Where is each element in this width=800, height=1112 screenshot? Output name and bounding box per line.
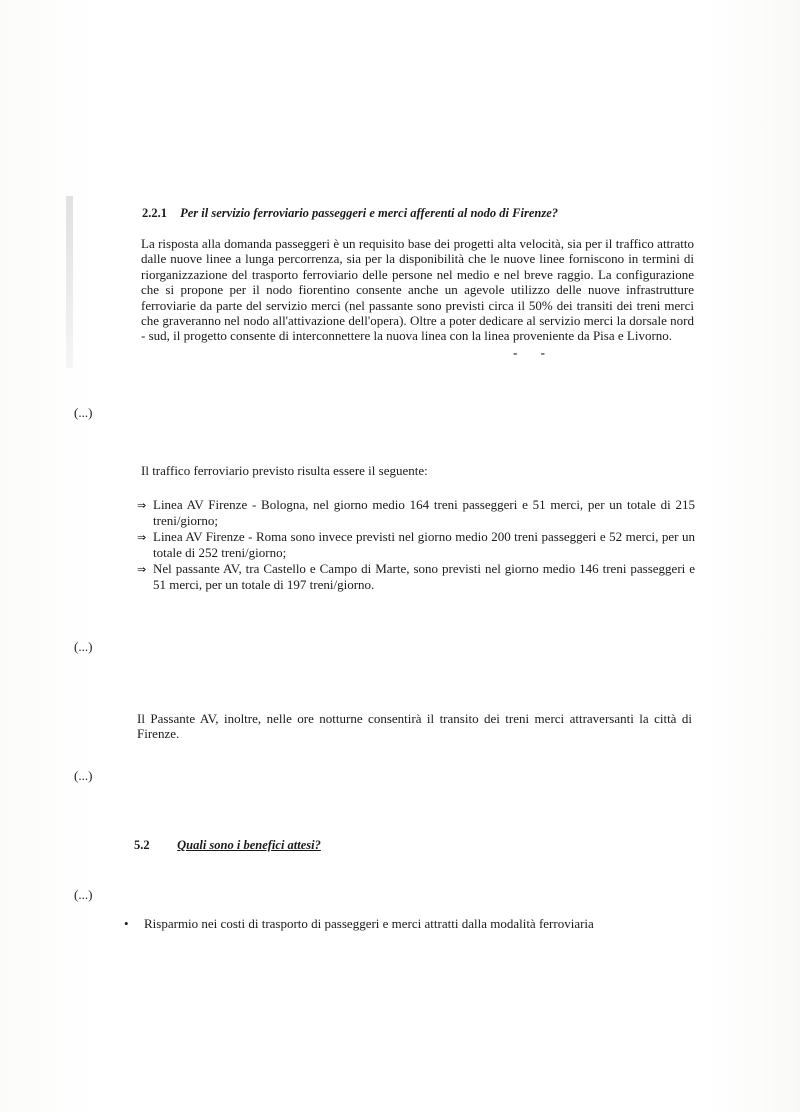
list-item [137,497,695,529]
section-heading-2-2-1 [142,206,682,221]
omission-marker-1: (...) [74,405,93,420]
list-item [137,529,695,561]
omission-marker-2: (...) [74,639,93,654]
list-item-text: Linea AV Firenze - Bologna, nel giorno medio 164 treni passeggeri e 51 merci, per un totale di 215 treni/giorno; [153,497,695,529]
paragraph-night-freight: Il Passante AV, inoltre, nelle ore notturne consentirà il transito dei treni merci attraversanti la città di Firenze. [137,711,692,742]
omission-marker-4: (...) [74,887,93,902]
arrow-icon: ⇒ [137,499,147,512]
omission-marker-3: (...) [74,768,93,783]
section-number: 2.2.1 [142,206,167,220]
traffic-list [137,497,695,592]
section-title: Quali sono i benefici attesi? [177,838,321,852]
bullet-text: Risparmio nei costi di trasporto di passeggeri e merci attratti dalla modalità ferroviaria [144,916,594,931]
list-item [137,561,695,593]
benefit-bullet [124,916,684,932]
bullet-icon: • [124,916,129,931]
list-item-text: Nel passante AV, tra Castello e Campo di Marte, sono previsti nel giorno medio 146 treni passeggeri e 51 merci, per un totale di 197 treni/giorno. [153,560,695,593]
stray-dashes: - - [513,345,555,360]
paragraph-traffic-intro: Il traffico ferroviario previsto risulta essere il seguente: [141,463,428,478]
arrow-icon: ⇒ [137,530,147,544]
list-item-text: Linea AV Firenze - Roma sono invece previsti nel giorno medio 200 treni passeggeri e 52 merci, per un totale di 252 treni/giorno; [153,528,695,561]
paragraph-passenger-demand: La risposta alla domanda passeggeri è un requisito base dei progetti alta velocità, sia per il traffico attratto dalle nuove linee a lunga percorrenza, sia per la disponibilità che le nuove linee forniscono in termini di riorganizzazione del trasporto ferroviario delle persone nel medio e nel breve raggio. La configurazione che si propone per il nodo fiorentino consente anche un agevole utilizzo delle nuove infrastrutture ferroviarie da parte del servizio merci (nel passante sono previsti circa il 50% dei transiti dei treni merci che graveranno nel nodo all'attivazione dell'opera). Oltre a poter dedicare al servizio merci la dorsale nord - sud, il progetto consente di interconnettere la nuova linea con la linea proveniente da Pisa e Livorno. [141,236,694,344]
section-title: Per il servizio ferroviario passeggeri e merci afferenti al nodo di Firenze? [180,206,558,220]
scan-margin-shadow [66,196,73,368]
section-number: 5.2 [134,838,150,852]
arrow-icon: ⇒ [137,562,147,576]
section-heading-5-2 [134,838,321,853]
